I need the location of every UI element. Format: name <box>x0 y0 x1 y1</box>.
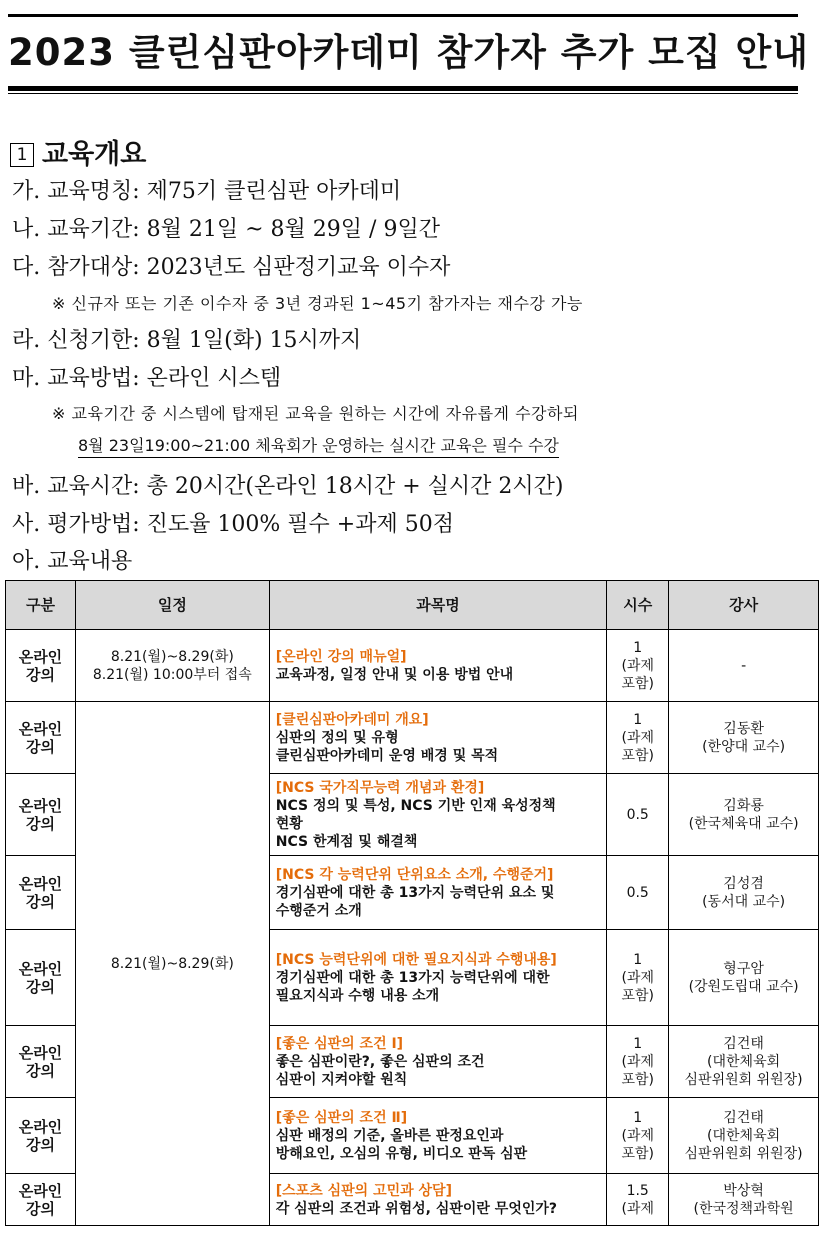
cell-hours: 1 (과제 포함) <box>607 630 669 702</box>
table-row <box>6 630 819 702</box>
cell-subject <box>269 1098 606 1174</box>
cell-lecturer: - <box>669 630 819 702</box>
cell-subject <box>269 630 606 702</box>
section-label: 교육개요 <box>42 139 147 170</box>
cell-schedule-merged: 8.21(월)~8.29(화) <box>75 702 269 1226</box>
item-ma-note-underlined: 8월 23일19:00~21:00 체육회가 운영하는 실시간 교육은 필수 수강 <box>78 433 559 458</box>
item-ga: 가. 교육명칭: 제75기 클린심판 아카데미 <box>12 179 402 204</box>
subject-body: 심판의 정의 및 유형 클린심판아카데미 운영 배경 및 목적 <box>275 729 499 764</box>
item-ma-note: ※ 교육기간 중 시스템에 탑재된 교육을 원하는 시간에 자유롭게 수강하되 <box>52 404 579 423</box>
cell-lecturer: 박상혁 (한국정책과학원 <box>669 1174 819 1226</box>
cell-hours: 0.5 <box>607 856 669 930</box>
cell-subject <box>269 930 606 1026</box>
title-rule-bottom-thin <box>8 93 798 94</box>
item-ma: 마. 교육방법: 온라인 시스템 <box>12 366 282 391</box>
cell-hours: 0.5 <box>607 774 669 856</box>
cell-category: 온라인 강의 <box>6 630 76 702</box>
cell-lecturer: 김성겸 (동서대 교수) <box>669 856 819 930</box>
subject-body: 좋은 심판이란?, 좋은 심판의 조건 심판이 지켜야할 원칙 <box>275 1053 485 1088</box>
cell-lecturer: 김건태 (대한체육회 심판위원회 위원장) <box>669 1026 819 1098</box>
cell-hours: 1 (과제 포함) <box>607 702 669 774</box>
cell-category: 온라인 강의 <box>6 1026 76 1098</box>
page-title: 2023 클린심판아카데미 참가자 추가 모집 안내 <box>8 31 809 74</box>
subject-title: [클린심판아카데미 개요] <box>275 711 429 728</box>
subject-title: [온라인 강의 매뉴얼] <box>275 648 407 665</box>
subject-body: 경기심판에 대한 총 13가지 능력단위에 대한 필요지식과 수행 내용 소개 <box>275 969 550 1004</box>
cell-subject <box>269 702 606 774</box>
item-ra: 라. 신청기한: 8월 1일(화) 15시까지 <box>12 328 362 353</box>
subject-body: 교육과정, 일정 안내 및 이용 방법 안내 <box>275 666 514 683</box>
section-heading <box>10 132 146 171</box>
header-category: 구분 <box>6 581 76 630</box>
subject-title: [NCS 국가직무능력 개념과 환경] <box>275 779 485 796</box>
subject-body: 심판 배정의 기준, 올바른 판정요인과 방해요인, 오심의 유형, 비디오 판독 심판 <box>275 1127 528 1162</box>
item-ba: 바. 교육시간: 총 20시간(온라인 18시간 + 실시간 2시간) <box>12 474 564 499</box>
table-row <box>6 702 819 774</box>
cell-subject <box>269 774 606 856</box>
subject-title: [좋은 심판의 조건 Ⅰ] <box>275 1035 404 1052</box>
cell-hours: 1.5 (과제 <box>607 1174 669 1226</box>
cell-subject <box>269 856 606 930</box>
subject-title: [스포츠 심판의 고민과 상담] <box>275 1182 452 1199</box>
item-na: 나. 교육기간: 8월 21일 ~ 8월 29일 / 9일간 <box>12 217 440 242</box>
header-hours: 시수 <box>607 581 669 630</box>
subject-title: [NCS 능력단위에 대한 필요지식과 수행내용] <box>275 951 557 968</box>
cell-category: 온라인 강의 <box>6 1098 76 1174</box>
cell-schedule: 8.21(월)~8.29(화) 8.21(월) 10:00부터 접속 <box>75 630 269 702</box>
cell-hours: 1 (과제 포함) <box>607 930 669 1026</box>
cell-lecturer: 김화룡 (한국체육대 교수) <box>669 774 819 856</box>
header-subject: 과목명 <box>269 581 606 630</box>
title-rule-top <box>8 14 798 17</box>
cell-category: 온라인 강의 <box>6 774 76 856</box>
subject-body: NCS 정의 및 특성, NCS 기반 인재 육성정책 현황 NCS 한계점 및 해결책 <box>275 797 556 850</box>
cell-category: 온라인 강의 <box>6 702 76 774</box>
cell-subject <box>269 1174 606 1226</box>
subject-body: 경기심판에 대한 총 13가지 능력단위 요소 및 수행준거 소개 <box>275 884 555 919</box>
table-header-row <box>6 581 819 630</box>
cell-category: 온라인 강의 <box>6 856 76 930</box>
item-a: 아. 교육내용 <box>12 549 133 574</box>
item-sa: 사. 평가방법: 진도율 100% 필수 +과제 50점 <box>12 512 454 537</box>
cell-lecturer: 김건태 (대한체육회 심판위원회 위원장) <box>669 1098 819 1174</box>
cell-category: 온라인 강의 <box>6 930 76 1026</box>
curriculum-table <box>5 580 819 1226</box>
cell-hours: 1 (과제 포함) <box>607 1026 669 1098</box>
section-number-box: 1 <box>10 143 34 167</box>
cell-lecturer: 김동환 (한양대 교수) <box>669 702 819 774</box>
header-lecturer: 강사 <box>669 581 819 630</box>
item-da: 다. 참가대상: 2023년도 심판정기교육 이수자 <box>12 255 451 280</box>
cell-subject <box>269 1026 606 1098</box>
subject-body: 각 심판의 조건과 위험성, 심판이란 무엇인가? <box>275 1200 558 1217</box>
item-da-note: ※ 신규자 또는 기존 이수자 중 3년 경과된 1~45기 참가자는 재수강 가능 <box>52 294 583 313</box>
cell-hours: 1 (과제 포함) <box>607 1098 669 1174</box>
subject-title: [좋은 심판의 조건 Ⅱ] <box>275 1109 408 1126</box>
title-rule-bottom <box>8 86 798 91</box>
cell-lecturer: 형구암 (강원도립대 교수) <box>669 930 819 1026</box>
cell-category: 온라인 강의 <box>6 1174 76 1226</box>
subject-title: [NCS 각 능력단위 단위요소 소개, 수행준거] <box>275 866 554 883</box>
header-schedule: 일정 <box>75 581 269 630</box>
